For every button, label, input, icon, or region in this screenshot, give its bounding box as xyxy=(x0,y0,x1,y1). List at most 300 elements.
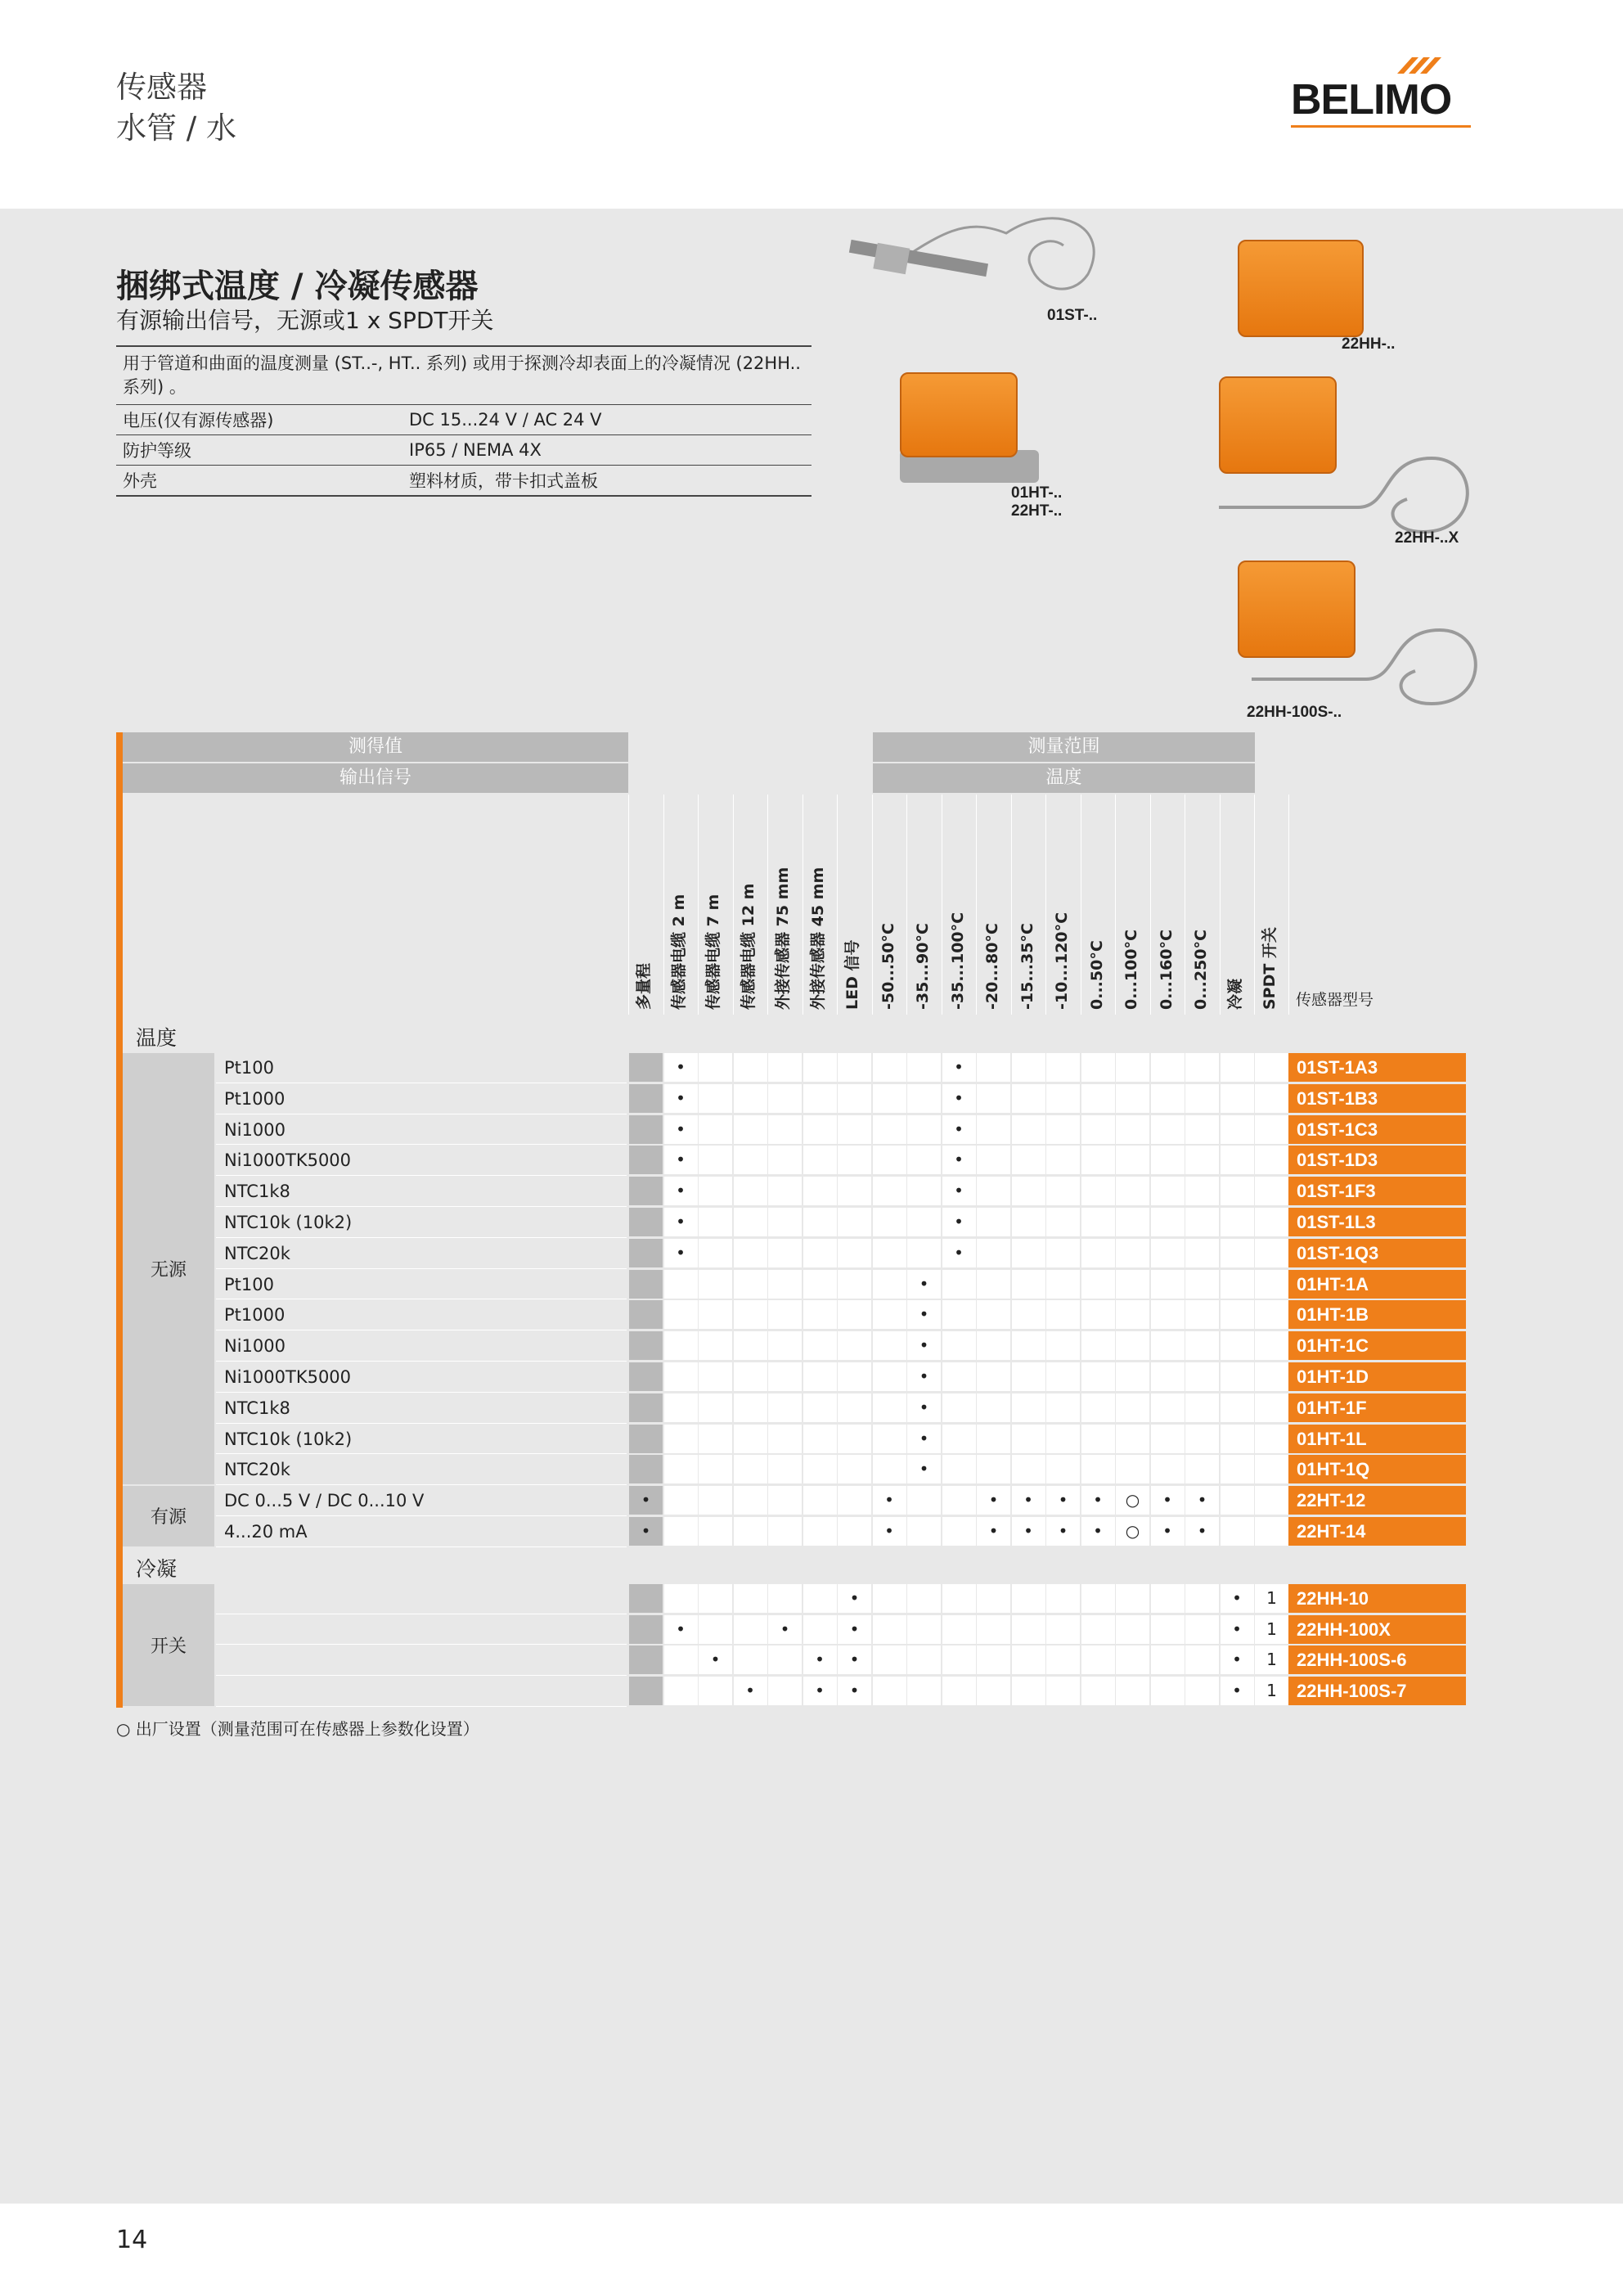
grid-cell xyxy=(768,1084,802,1113)
grid-cell xyxy=(803,1300,837,1329)
grid-cell xyxy=(734,1239,767,1267)
grid-cell xyxy=(1046,1393,1080,1422)
sensor-model-cell: 01HT-1Q xyxy=(1288,1455,1466,1483)
grid-cell xyxy=(629,1331,663,1360)
grid-cell xyxy=(1255,1393,1288,1422)
grid-cell xyxy=(803,1517,837,1546)
signal-cell xyxy=(216,1677,627,1707)
grid-cell xyxy=(838,1239,871,1267)
grid-cell xyxy=(699,1115,732,1144)
grid-cell xyxy=(1012,1146,1045,1174)
photo-22hhx xyxy=(1219,376,1337,474)
grid-cell xyxy=(942,1645,976,1674)
column-header xyxy=(1045,795,1081,1015)
grid-cell xyxy=(629,1362,663,1391)
feature-dot: • xyxy=(919,1335,929,1356)
grid-cell xyxy=(1046,1331,1080,1360)
feature-dot: • xyxy=(919,1273,929,1294)
spec-value: 塑料材质，带卡扣式盖板 xyxy=(409,471,598,491)
feature-dot: • xyxy=(919,1304,929,1325)
category-line-1: 传感器 xyxy=(116,70,207,105)
column-header-label: 传感器电缆 2 m xyxy=(669,894,688,1010)
grid-cell xyxy=(1221,1208,1254,1236)
grid-cell xyxy=(1221,1239,1254,1267)
grid-cell xyxy=(1255,1053,1288,1082)
grid-cell xyxy=(942,1455,976,1483)
grid-cell xyxy=(734,1053,767,1082)
grid-cell xyxy=(1081,1270,1115,1299)
grid-cell xyxy=(838,1084,871,1113)
grid-cell xyxy=(803,1615,837,1644)
grid-cell xyxy=(1012,1615,1045,1644)
grid-cell xyxy=(768,1584,802,1613)
grid-cell xyxy=(1151,1331,1185,1360)
header-temperature: 温度 xyxy=(873,763,1255,793)
grid-cell xyxy=(734,1208,767,1236)
logo-underline xyxy=(1291,125,1471,128)
grid-cell xyxy=(768,1053,802,1082)
grid-cell xyxy=(734,1115,767,1144)
grid-cell xyxy=(734,1300,767,1329)
grid-cell xyxy=(699,1270,732,1299)
grid-cell xyxy=(1012,1177,1045,1205)
grid-cell xyxy=(629,1084,663,1113)
grid-cell xyxy=(1081,1115,1115,1144)
grid-cell xyxy=(1185,1455,1219,1483)
grid-cell xyxy=(734,1486,767,1515)
grid-cell xyxy=(977,1362,1010,1391)
grid-cell xyxy=(1221,1177,1254,1205)
product-subtitle: 有源输出信号，无源或1 x SPDT开关 xyxy=(116,307,494,334)
grid-cell xyxy=(664,1362,698,1391)
column-header-label: -35...100°C xyxy=(948,912,967,1010)
column-header xyxy=(628,795,664,1015)
grid-cell xyxy=(1185,1208,1219,1236)
grid-cell xyxy=(1116,1177,1149,1205)
grid-cell xyxy=(1081,1208,1115,1236)
photo-01st xyxy=(843,200,1104,323)
grid-cell xyxy=(1255,1239,1288,1267)
grid-cell xyxy=(942,1362,976,1391)
feature-dot: • xyxy=(954,1119,964,1139)
grid-cell xyxy=(1012,1393,1045,1422)
grid-cell xyxy=(1046,1362,1080,1391)
logo-chevrons-icon xyxy=(1381,51,1463,75)
grid-cell xyxy=(838,1393,871,1422)
grid-cell xyxy=(1012,1084,1045,1113)
grid-cell xyxy=(1255,1084,1288,1113)
grid-cell xyxy=(664,1425,698,1453)
grid-cell xyxy=(803,1486,837,1515)
grid-cell xyxy=(768,1486,802,1515)
grid-cell xyxy=(977,1300,1010,1329)
signal-cell xyxy=(216,1270,627,1300)
grid-cell xyxy=(1151,1677,1185,1705)
grid-cell xyxy=(803,1177,837,1205)
grid-cell xyxy=(1151,1208,1185,1236)
grid-cell xyxy=(1046,1584,1080,1613)
grid-cell xyxy=(873,1645,906,1674)
signal-cell xyxy=(216,1584,627,1614)
grid-cell xyxy=(1221,1331,1254,1360)
sensor-model-cell: 01HT-1A xyxy=(1288,1270,1466,1299)
signal-label: 4...20 mA xyxy=(224,1522,308,1542)
grid-cell xyxy=(1151,1645,1185,1674)
column-header xyxy=(906,795,942,1015)
grid-cell xyxy=(873,1177,906,1205)
grid-cell xyxy=(977,1645,1010,1674)
signal-cell xyxy=(216,1615,627,1645)
grid-cell xyxy=(734,1177,767,1205)
grid-cell xyxy=(1255,1270,1288,1299)
grid-cell xyxy=(1081,1677,1115,1705)
grid-cell xyxy=(629,1177,663,1205)
feature-dot: • xyxy=(676,1119,686,1139)
grid-cell xyxy=(803,1270,837,1299)
sensor-model-cell: 22HH-100X xyxy=(1288,1615,1466,1644)
grid-cell xyxy=(1012,1425,1045,1453)
grid-cell xyxy=(1221,1270,1254,1299)
photo-caption: 01HT-.. xyxy=(1011,484,1063,502)
grid-cell xyxy=(1081,1331,1115,1360)
feature-dot: • xyxy=(1023,1521,1033,1541)
grid-cell xyxy=(977,1053,1010,1082)
grid-cell xyxy=(1046,1084,1080,1113)
feature-dot: • xyxy=(1162,1521,1172,1541)
section-title: 冷凝 xyxy=(136,1556,178,1581)
grid-cell xyxy=(1255,1331,1288,1360)
grid-cell xyxy=(1185,1084,1219,1113)
grid-cell xyxy=(942,1486,976,1515)
grid-cell xyxy=(1046,1239,1080,1267)
grid-cell xyxy=(1221,1362,1254,1391)
grid-cell xyxy=(629,1645,663,1674)
grid-cell xyxy=(664,1393,698,1422)
grid-cell xyxy=(907,1645,941,1674)
grid-cell xyxy=(768,1645,802,1674)
grid-cell xyxy=(977,1425,1010,1453)
feature-dot: • xyxy=(641,1521,651,1541)
photo-22hh xyxy=(1238,240,1364,337)
feature-dot: • xyxy=(849,1618,860,1639)
grid-cell xyxy=(1081,1239,1115,1267)
grid-cell xyxy=(699,1146,732,1174)
grid-cell xyxy=(873,1208,906,1236)
feature-dot: • xyxy=(954,1181,964,1201)
feature-dot: • xyxy=(1232,1587,1242,1608)
grid-cell xyxy=(1012,1455,1045,1483)
grid-cell xyxy=(699,1053,732,1082)
grid-cell xyxy=(803,1239,837,1267)
grid-cell xyxy=(1255,1362,1288,1391)
grid-cell xyxy=(1151,1146,1185,1174)
grid-cell xyxy=(1046,1146,1080,1174)
grid-cell xyxy=(907,1517,941,1546)
grid-cell xyxy=(629,1208,663,1236)
spec-row xyxy=(116,405,812,435)
grid-cell xyxy=(838,1300,871,1329)
grid-cell xyxy=(1151,1393,1185,1422)
grid-cell xyxy=(873,1239,906,1267)
sensor-model-cell: 01HT-1F xyxy=(1288,1393,1466,1422)
grid-cell xyxy=(1046,1053,1080,1082)
column-header xyxy=(872,795,908,1015)
feature-dot: • xyxy=(849,1650,860,1670)
row-group-label: 无源 xyxy=(123,1053,214,1484)
grid-cell xyxy=(664,1517,698,1546)
grid-cell xyxy=(629,1115,663,1144)
grid-cell xyxy=(803,1425,837,1453)
factory-setting-mark: ○ xyxy=(1125,1521,1140,1541)
column-header xyxy=(942,795,978,1015)
grid-cell xyxy=(907,1084,941,1113)
grid-cell xyxy=(629,1270,663,1299)
grid-cell xyxy=(1151,1362,1185,1391)
column-header-label: 外接传感器 45 mm xyxy=(808,867,827,1010)
grid-cell xyxy=(1221,1517,1254,1546)
signal-label: NTC20k xyxy=(224,1243,290,1263)
sensor-model-cell: 01HT-1B xyxy=(1288,1300,1466,1329)
signal-label: Pt1000 xyxy=(224,1305,285,1326)
sensor-model-cell: 01ST-1Q3 xyxy=(1288,1239,1466,1267)
grid-cell xyxy=(1255,1300,1288,1329)
feature-dot: • xyxy=(1197,1490,1207,1510)
signal-label: NTC10k (10k2) xyxy=(224,1429,353,1449)
grid-cell xyxy=(629,1615,663,1644)
grid-cell xyxy=(1012,1239,1045,1267)
grid-cell xyxy=(1046,1615,1080,1644)
sensor-model-cell: 01ST-1D3 xyxy=(1288,1146,1466,1174)
column-header xyxy=(1115,795,1151,1015)
feature-dot: • xyxy=(954,1212,964,1231)
grid-cell xyxy=(1185,1300,1219,1329)
feature-dot: • xyxy=(780,1618,790,1639)
grid-cell xyxy=(699,1300,732,1329)
grid-cell xyxy=(977,1270,1010,1299)
grid-cell xyxy=(803,1084,837,1113)
grid-cell xyxy=(838,1053,871,1082)
column-header-label: 传感器电缆 12 m xyxy=(739,883,758,1010)
grid-cell xyxy=(942,1425,976,1453)
feature-dot: • xyxy=(1058,1490,1068,1510)
grid-cell xyxy=(768,1677,802,1705)
feature-dot: • xyxy=(710,1650,721,1670)
column-header xyxy=(1220,795,1256,1015)
signal-label: NTC10k (10k2) xyxy=(224,1213,353,1232)
feature-dot: • xyxy=(954,1242,964,1263)
signal-label: Ni1000 xyxy=(224,1336,285,1357)
header-range: 测量范围 xyxy=(873,732,1255,762)
grid-cell xyxy=(1012,1270,1045,1299)
grid-cell xyxy=(1185,1115,1219,1144)
grid-cell xyxy=(1046,1677,1080,1705)
signal-label: NTC20k xyxy=(224,1460,290,1480)
grid-cell xyxy=(699,1615,732,1644)
feature-dot: • xyxy=(988,1490,999,1510)
spec-row xyxy=(116,466,812,497)
grid-cell xyxy=(1116,1146,1149,1174)
count-mark: 1 xyxy=(1266,1650,1277,1670)
column-header xyxy=(1150,795,1186,1015)
photo-caption: 22HH-..X xyxy=(1395,529,1459,547)
column-header-label: -20...80°C xyxy=(983,923,1002,1010)
grid-cell xyxy=(803,1053,837,1082)
grid-cell xyxy=(873,1677,906,1705)
column-header-label: 传感器电缆 7 m xyxy=(704,894,723,1010)
grid-cell xyxy=(768,1331,802,1360)
grid-cell xyxy=(838,1425,871,1453)
grid-cell xyxy=(977,1177,1010,1205)
category-line-2: 水管 / 水 xyxy=(116,110,236,146)
section-title: 温度 xyxy=(136,1026,178,1050)
grid-cell xyxy=(907,1208,941,1236)
grid-cell xyxy=(699,1517,732,1546)
grid-cell xyxy=(838,1362,871,1391)
feature-dot: • xyxy=(1232,1618,1242,1639)
grid-cell xyxy=(768,1362,802,1391)
grid-cell xyxy=(1116,1645,1149,1674)
sensor-model-cell: 01ST-1C3 xyxy=(1288,1115,1466,1144)
grid-cell xyxy=(942,1584,976,1613)
grid-cell xyxy=(1012,1584,1045,1613)
grid-cell xyxy=(1012,1331,1045,1360)
grid-cell xyxy=(1046,1115,1080,1144)
grid-cell xyxy=(1221,1300,1254,1329)
grid-cell xyxy=(734,1584,767,1613)
grid-cell xyxy=(1116,1362,1149,1391)
grid-cell xyxy=(838,1146,871,1174)
feature-dot: • xyxy=(919,1366,929,1386)
feature-dot: • xyxy=(676,1087,686,1108)
feature-dot: • xyxy=(1162,1490,1172,1510)
signal-label: Pt1000 xyxy=(224,1088,285,1109)
column-header-label: -35...90°C xyxy=(914,923,933,1010)
grid-cell xyxy=(1116,1677,1149,1705)
grid-cell xyxy=(768,1300,802,1329)
grid-cell xyxy=(907,1053,941,1082)
belimo-logo xyxy=(1291,51,1471,124)
signal-label: NTC1k8 xyxy=(224,1182,290,1202)
signal-label: Pt100 xyxy=(224,1058,274,1078)
grid-cell xyxy=(1046,1455,1080,1483)
grid-cell xyxy=(768,1115,802,1144)
feature-dot: • xyxy=(884,1490,894,1510)
grid-cell xyxy=(1255,1115,1288,1144)
grid-cell xyxy=(699,1486,732,1515)
sensor-model-cell: 01HT-1L xyxy=(1288,1425,1466,1453)
photo-01ht xyxy=(900,372,1018,457)
grid-cell xyxy=(803,1584,837,1613)
product-title: 捆绑式温度 / 冷凝传感器 xyxy=(116,268,479,305)
grid-cell xyxy=(734,1270,767,1299)
spec-value: DC 15...24 V / AC 24 V xyxy=(409,410,602,430)
header-output: 输出信号 xyxy=(123,763,628,793)
grid-cell xyxy=(873,1362,906,1391)
product-description: 用于管道和曲面的温度测量 (ST..-, HT.. 系列) 或用于探测冷却表面上的冷凝情况 (22HH..系列) 。 xyxy=(116,345,812,405)
photo-caption: 22HH-.. xyxy=(1342,335,1396,353)
grid-cell xyxy=(1185,1677,1219,1705)
signal-cell xyxy=(216,1645,627,1676)
grid-cell xyxy=(838,1331,871,1360)
grid-cell xyxy=(1116,1331,1149,1360)
grid-cell xyxy=(629,1584,663,1613)
header-measured: 测得值 xyxy=(123,732,628,762)
grid-cell xyxy=(838,1177,871,1205)
grid-cell xyxy=(838,1115,871,1144)
grid-cell xyxy=(1081,1615,1115,1644)
feature-dot: • xyxy=(954,1087,964,1108)
column-header-label: 多量程 xyxy=(635,962,654,1010)
grid-cell xyxy=(1151,1425,1185,1453)
grid-cell xyxy=(873,1084,906,1113)
grid-cell xyxy=(1185,1615,1219,1644)
count-mark: 1 xyxy=(1266,1681,1277,1701)
row-group-label: 开关 xyxy=(123,1584,214,1706)
grid-cell xyxy=(699,1362,732,1391)
grid-cell xyxy=(1221,1084,1254,1113)
sensor-model-cell: 22HT-14 xyxy=(1288,1517,1466,1546)
spec-key: 防护等级 xyxy=(123,441,191,461)
grid-cell xyxy=(699,1584,732,1613)
feature-dot: • xyxy=(1232,1681,1242,1701)
grid-cell xyxy=(664,1486,698,1515)
grid-cell xyxy=(1185,1146,1219,1174)
grid-cell xyxy=(1046,1270,1080,1299)
grid-cell xyxy=(907,1177,941,1205)
grid-cell xyxy=(1221,1393,1254,1422)
grid-cell xyxy=(1185,1393,1219,1422)
page-number: 14 xyxy=(116,2226,148,2254)
signal-label: DC 0...5 V / DC 0...10 V xyxy=(224,1491,425,1511)
grid-cell xyxy=(1255,1177,1288,1205)
feature-dot: • xyxy=(676,1618,686,1639)
grid-cell xyxy=(1116,1300,1149,1329)
feature-dot: • xyxy=(919,1459,929,1479)
grid-cell xyxy=(1081,1084,1115,1113)
grid-cell xyxy=(629,1455,663,1483)
grid-cell xyxy=(873,1115,906,1144)
grid-cell xyxy=(1116,1084,1149,1113)
feature-dot: • xyxy=(676,1057,686,1077)
grid-cell xyxy=(1221,1455,1254,1483)
grid-cell xyxy=(664,1270,698,1299)
column-header xyxy=(837,795,873,1015)
spec-key: 电压(仅有源传感器) xyxy=(123,411,274,430)
grid-cell xyxy=(734,1084,767,1113)
grid-cell xyxy=(664,1300,698,1329)
column-header-label: -50...50°C xyxy=(879,923,897,1010)
row-group-label: 有源 xyxy=(123,1486,214,1546)
sensor-model-cell: 22HH-100S-7 xyxy=(1288,1677,1466,1705)
grid-cell xyxy=(1185,1239,1219,1267)
grid-cell xyxy=(699,1084,732,1113)
feature-dot: • xyxy=(884,1521,894,1541)
column-header xyxy=(1011,795,1047,1015)
grid-cell xyxy=(768,1239,802,1267)
grid-cell xyxy=(629,1239,663,1267)
grid-cell xyxy=(699,1393,732,1422)
grid-cell xyxy=(664,1645,698,1674)
signal-label: NTC1k8 xyxy=(224,1398,290,1418)
grid-cell xyxy=(1012,1677,1045,1705)
signal-cell xyxy=(216,1053,627,1083)
logo-text: BELIMO xyxy=(1291,76,1452,124)
footnote: ○ 出厂设置（测量范围可在传感器上参数化设置） xyxy=(116,1719,479,1739)
grid-cell xyxy=(873,1146,906,1174)
grid-cell xyxy=(942,1677,976,1705)
sensor-model-cell: 01ST-1B3 xyxy=(1288,1084,1466,1113)
grid-cell xyxy=(1185,1331,1219,1360)
